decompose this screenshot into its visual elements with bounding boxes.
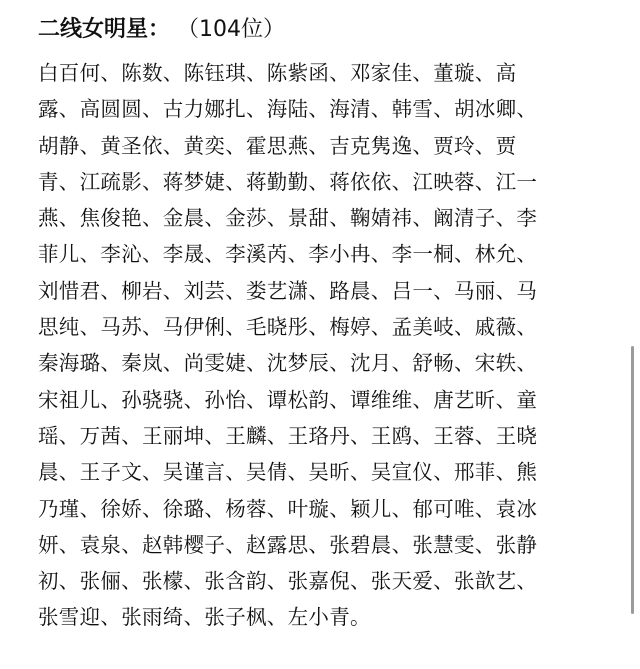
text-line: 初、张俪、张檬、张含韵、张嘉倪、张天爱、张歆艺、 xyxy=(38,569,538,594)
document xyxy=(38,10,613,636)
text-line: 秦海璐、秦岚、尚雯婕、沈梦辰、沈月、舒畅、宋轶、 xyxy=(38,351,538,376)
text-line: 妍、袁泉、赵韩樱子、赵露思、张碧晨、张慧雯、张静 xyxy=(38,532,538,557)
text-line: 胡静、黄圣依、黄奕、霍思燕、吉克隽逸、贾玲、贾 xyxy=(38,133,517,158)
text-line: 张雪迎、张雨绮、张子枫、左小青。 xyxy=(38,605,371,630)
text-line: 露、高圆圆、古力娜扎、海陆、海清、韩雪、胡冰卿、 xyxy=(38,97,538,122)
text-line: 瑶、万茜、王丽坤、王麟、王珞丹、王鸥、王蓉、王晓 xyxy=(38,423,538,448)
text-line: 白百何、陈数、陈钰琪、陈紫函、邓家佳、董璇、高 xyxy=(38,61,517,85)
text-line: 晨、王子文、吴谨言、吴倩、吴昕、吴宣仪、邢菲、熊 xyxy=(38,460,538,485)
text-line: 青、江疏影、蒋梦婕、蒋勤勤、蒋依依、江映蓉、江一 xyxy=(38,169,538,194)
text-line: 菲儿、李沁、李晟、李溪芮、李小冉、李一桐、林允、 xyxy=(38,242,538,267)
vertical-scrollbar[interactable] xyxy=(631,346,634,614)
text-line: 宋祖儿、孙骁骁、孙怡、谭松韵、谭维维、唐艺昕、童 xyxy=(38,387,538,412)
name-list-paragraph xyxy=(38,55,613,636)
section-heading xyxy=(38,10,613,50)
heading-count: （104位） xyxy=(188,17,286,42)
text-line: 乃瑾、徐娇、徐璐、杨蓉、叶璇、颖儿、郁可唯、袁冰 xyxy=(38,496,538,521)
text-line: 燕、焦俊艳、金晨、金莎、景甜、鞠婧祎、阚清子、李 xyxy=(38,206,538,231)
heading-title: 二线女明星： xyxy=(38,17,171,42)
text-line: 刘惜君、柳岩、刘芸、娄艺潇、路晨、吕一、马丽、马 xyxy=(38,278,538,303)
text-line: 思纯、马苏、马伊俐、毛晓彤、梅婷、孟美岐、戚薇、 xyxy=(38,315,538,340)
